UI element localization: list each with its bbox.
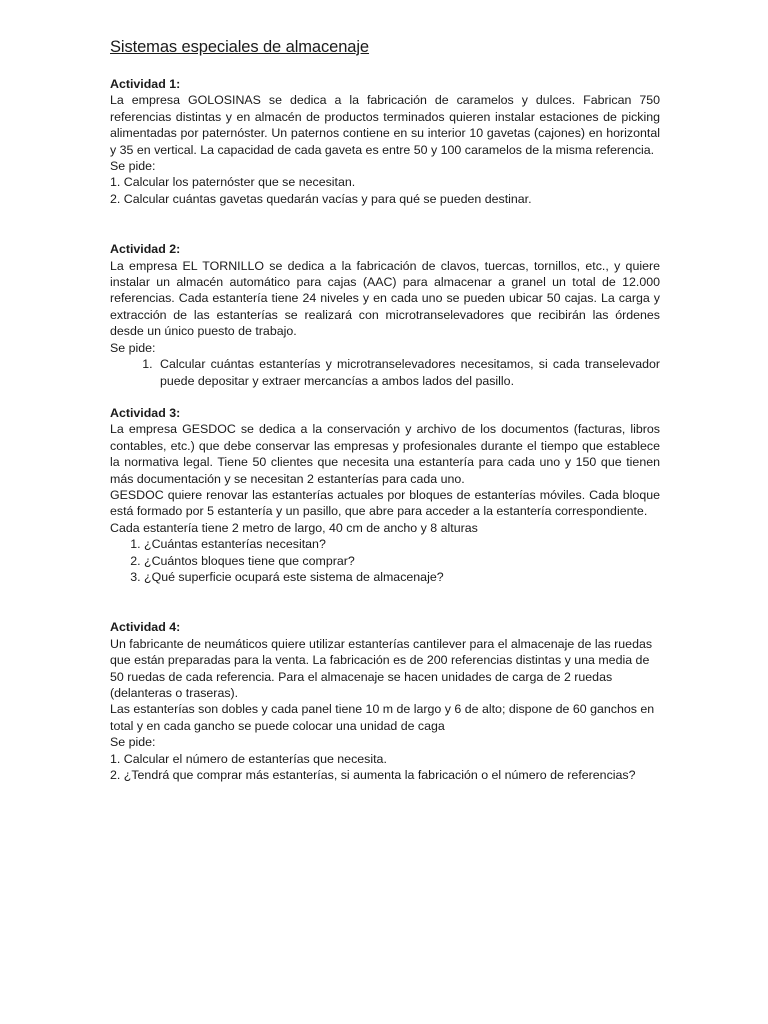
se-pide-label: Se pide:: [110, 340, 156, 355]
task-item: 3. ¿Qué superficie ocupará este sistema de almacenaje?: [144, 569, 660, 585]
activity-paragraph: Un fabricante de neumáticos quiere utilizar estanterías cantilever para el almacenaje de las ruedas que están preparadas para la venta. La fabricación es de 200 referencias distintas y una media de 50 ruedas de cada referencia. Para el almacenaje se hacen unidades de carga de 2 ruedas (delanteras o traseras).: [110, 636, 653, 700]
activity-1: [110, 76, 660, 207]
task-item: 1. Calcular cuántas estanterías y microtranselevadores necesitamos, si cada transelevador puede depositar y extraer mercancías a ambos lados del pasillo.: [156, 356, 660, 389]
page-title: Sistemas especiales de almacenaje: [110, 38, 370, 56]
activity-heading: Actividad 3:: [110, 405, 181, 420]
section-spacer: [110, 585, 660, 619]
activity-heading: Actividad 2:: [110, 242, 181, 257]
activity-heading: Actividad 4:: [110, 620, 181, 635]
task-item: 2. Calcular cuántas gavetas quedarán vacías y para qué se pueden destinar.: [110, 191, 532, 206]
task-item: 2. ¿Tendrá que comprar más estanterías, si aumenta la fabricación o el número de referencias?: [110, 768, 636, 783]
task-item: 1. Calcular los paternóster que se necesitan.: [110, 175, 356, 190]
activity-paragraph: GESDOC quiere renovar las estanterías actuales por bloques de estanterías móviles. Cada bloque está formado por 5 estantería y un pasillo, que abre para acceder a la estantería correspondiente.: [110, 487, 660, 519]
activity-paragraph: La empresa GESDOC se dedica a la conservación y archivo de los documentos (facturas, libros contables, etc.) que debe conservar las empresas y profesionales durante el tiempo que establece la normativa legal. Tiene 50 clientes que necesita una estantería para cada uno y 150 que tienen más documentación y se necesitan 2 estanterías para cada uno.: [110, 422, 660, 486]
activity-heading: Actividad 1:: [110, 77, 181, 91]
task-item: 2. ¿Cuántos bloques tiene que comprar?: [144, 553, 660, 569]
section-spacer: [110, 207, 660, 241]
activity-paragraph: Las estanterías son dobles y cada panel tiene 10 m de largo y 6 de alto; dispone de 60 ganchos en total y en cada gancho se puede colocar una unidad de caga: [110, 702, 655, 733]
task-item: 1. ¿Cuántas estanterías necesitan?: [144, 536, 660, 552]
task-item: 1. Calcular el número de estanterías que necesita.: [110, 751, 387, 766]
document-page: [110, 36, 660, 783]
se-pide-label: Se pide:: [110, 735, 156, 750]
se-pide-label: Se pide:: [110, 159, 156, 174]
activity-paragraph: Cada estantería tiene 2 metro de largo, 40 cm de ancho y 8 alturas: [110, 520, 478, 535]
task-list: [110, 356, 660, 389]
task-list: [110, 536, 660, 585]
task-list: [110, 174, 660, 207]
section-spacer: [110, 389, 660, 405]
task-list: [110, 751, 660, 784]
activity-paragraph: La empresa EL TORNILLO se dedica a la fabricación de clavos, tuercas, tornillos, etc., y quiere instalar un almacén automático para cajas (AAC) para almacenar a granel un total de 12.000 referencias. Cada estantería tiene 24 niveles y en cada uno se pueden ubicar 50 cajas. La carga y extracción de las estanterías se realizará con microtranselevadores que recibirán las órdenes desde un único puesto de trabajo.: [110, 258, 660, 339]
activity-2: [110, 241, 660, 389]
activity-4: [110, 619, 660, 783]
activity-3: [110, 405, 660, 585]
activity-paragraph: La empresa GOLOSINAS se dedica a la fabricación de caramelos y dulces. Fabrican 750 referencias distintas y en almacén de productos terminados quieren instalar estaciones de picking alimentadas por paternóster. Un paternos contiene en su interior 10 gavetas (cajones) en horizontal y 35 en vertical. La capacidad de cada gaveta es entre 50 y 100 caramelos de la misma referencia.: [110, 93, 660, 157]
